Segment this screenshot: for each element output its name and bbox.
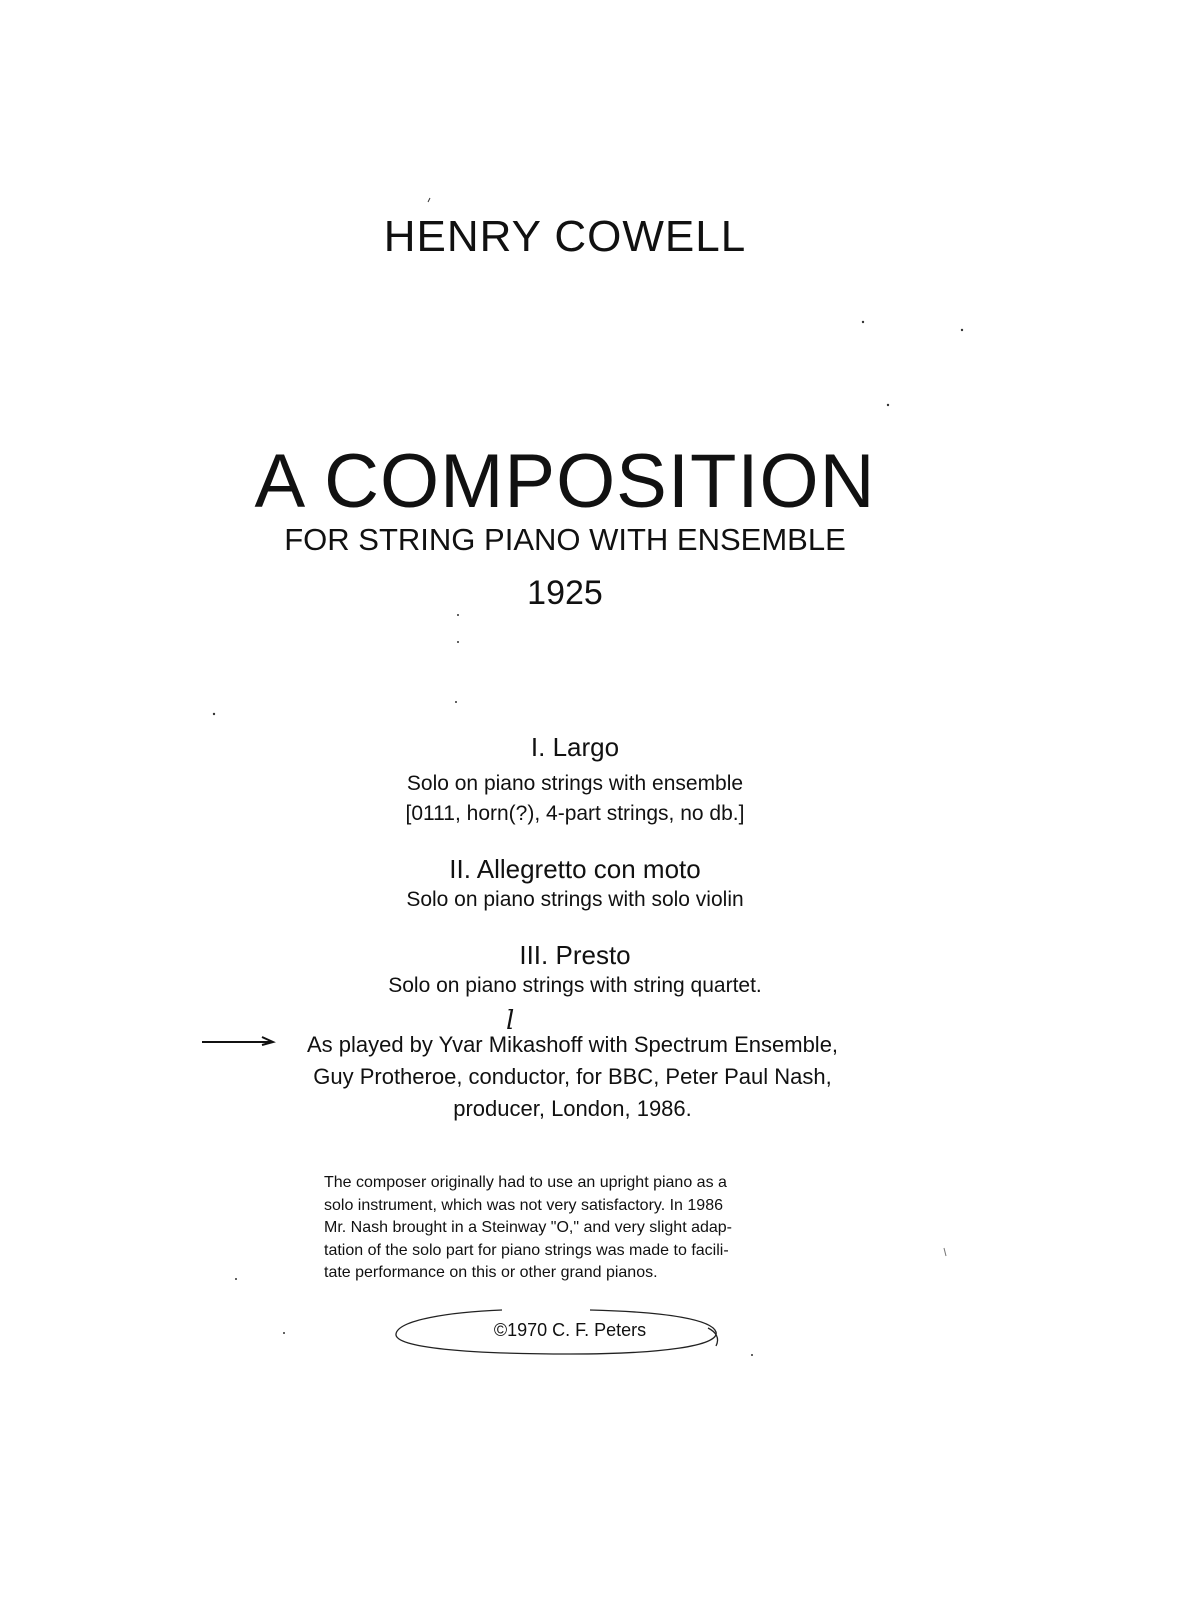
performance-line-3: producer, London, 1986. (453, 1096, 692, 1121)
movement-3-line-1: Solo on piano strings with string quartet. (388, 974, 762, 997)
note-line-4: tation of the solo part for piano strings was made to facili- (324, 1241, 729, 1259)
composition-year: 1925 (527, 574, 603, 612)
performance-line-2: Guy Protheroe, conductor, for BBC, Peter Paul Nash, (313, 1064, 832, 1089)
movement-3-title: III. Presto (519, 940, 631, 970)
composer-name: HENRY COWELL (383, 212, 747, 261)
copyright-notice: ©1970 C. F. Peters (493, 1320, 647, 1340)
movement-1-line-1: Solo on piano strings with ensemble (406, 772, 744, 795)
movement-1-line-2: [0111, horn(?), 4-part strings, no db.] (405, 802, 745, 825)
subtitle: FOR STRING PIANO WITH ENSEMBLE (284, 522, 846, 557)
handwritten-correction: l (506, 1006, 515, 1036)
page-title: A COMPOSITION (254, 439, 876, 524)
note-line-2: solo instrument, which was not very satisfactory. In 1986 (324, 1196, 723, 1214)
composer-note (324, 1172, 844, 1285)
movement-1-title: I. Largo (530, 732, 620, 762)
note-line-3: Mr. Nash brought in a Steinway "O," and very slight adap- (324, 1219, 733, 1236)
movement-2-line-1: Solo on piano strings with solo violin (406, 888, 744, 911)
performance-line-1: As played by Yvar Mikashoff with Spectrum Ensemble, (306, 1032, 839, 1057)
note-line-5: tate performance on this or other grand pianos. (324, 1264, 658, 1281)
movement-2-title: II. Allegretto con moto (449, 854, 701, 884)
note-line-1: The composer originally had to use an upright piano as a (324, 1174, 727, 1191)
